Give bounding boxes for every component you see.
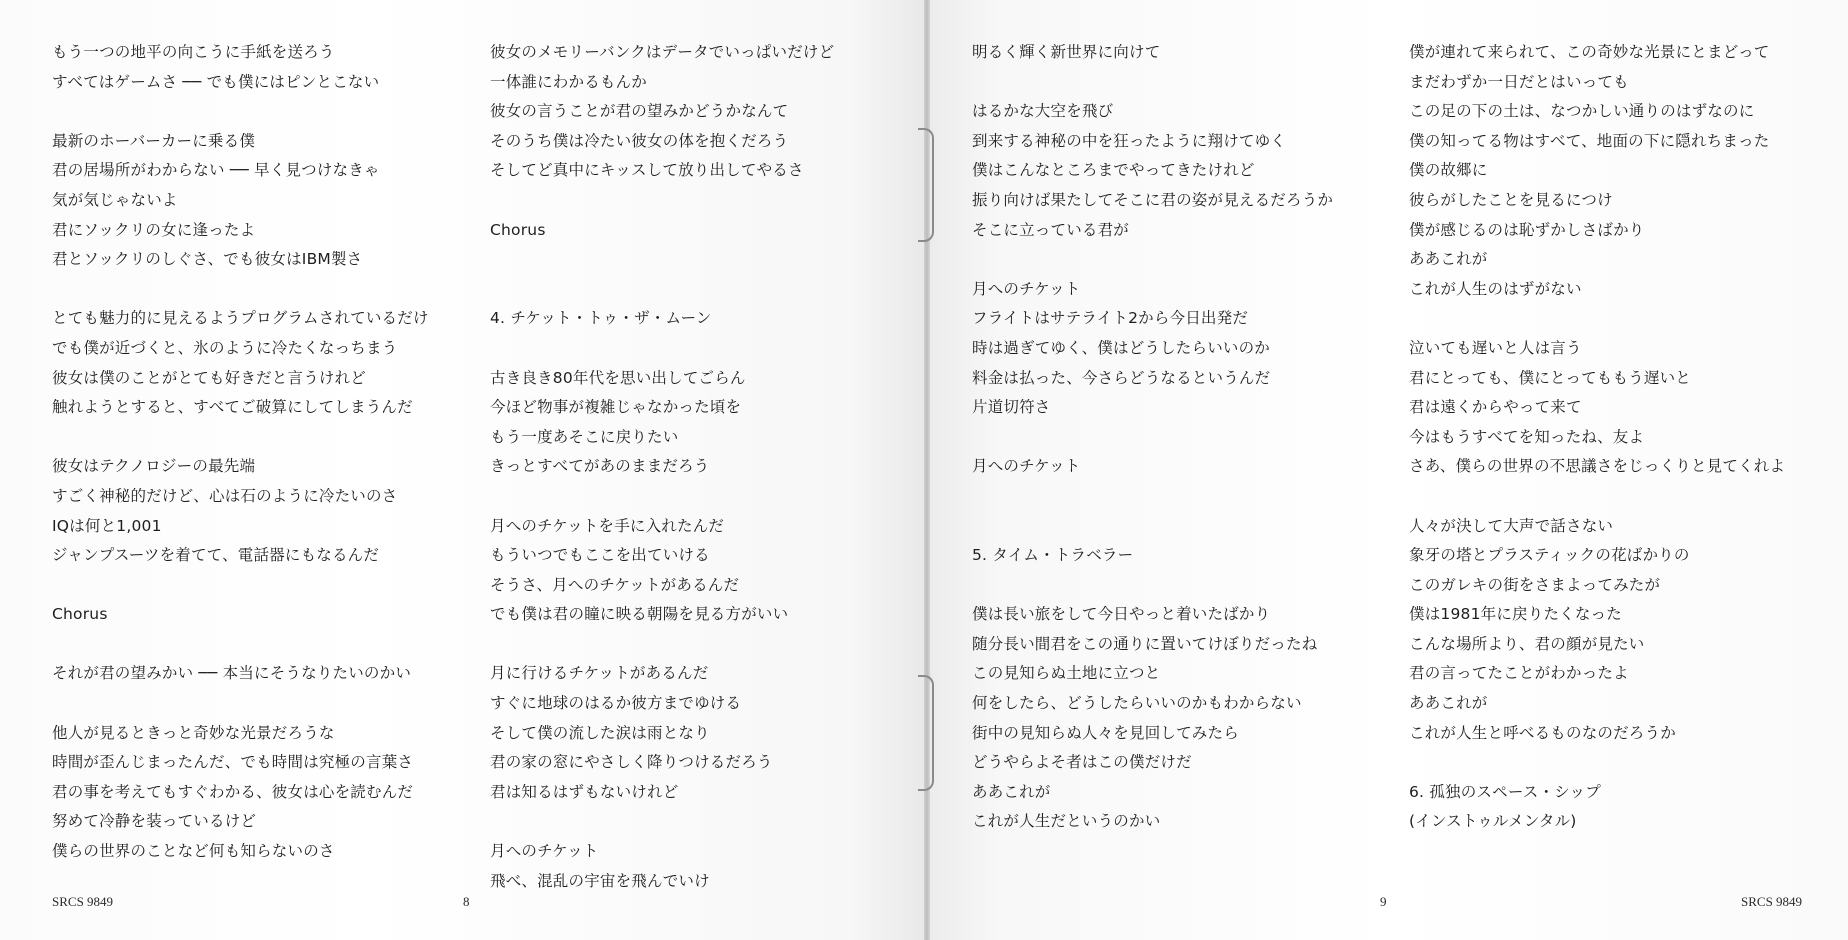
lyric-line: 月へのチケット bbox=[972, 457, 1081, 476]
lyric-line: もういつでもここを出ていける bbox=[490, 546, 710, 565]
lyric-line: 時間が歪んじまったんだ、でも時間は究極の言葉さ bbox=[52, 753, 414, 772]
lyric-line: (インストゥルメンタル) bbox=[1409, 812, 1577, 831]
lyric-line: 振り向けば果たしてそこに君の姿が見えるだろうか bbox=[972, 190, 1334, 209]
lyric-line: 努めて冷静を装っているけど bbox=[52, 812, 257, 831]
lyric-line: 泣いても遅いと人は言う bbox=[1409, 338, 1582, 357]
lyric-line: このガレキの街をさまよってみたが bbox=[1409, 575, 1661, 594]
lyric-line: 今はもうすべてを知ったね、友よ bbox=[1409, 427, 1645, 446]
lyric-line: 明るく輝く新世界に向けて bbox=[972, 43, 1161, 61]
lyric-line: 君にとっても、僕にとってももう遅いと bbox=[1409, 368, 1691, 387]
lyric-line: 僕はこんなところまでやってきたけれど bbox=[972, 161, 1255, 180]
lyric-line: Chorus bbox=[52, 605, 108, 624]
lyric-line: どうやらよそ者はこの僕だけだ bbox=[972, 753, 1192, 772]
lyric-line: 彼女のメモリーバンクはデータでいっぱいだけど bbox=[490, 43, 835, 61]
lyric-line: 僕が感じるのは恥ずかしさばかり bbox=[1409, 220, 1645, 239]
catalog-number-right: SRCS 9849 bbox=[1741, 894, 1803, 909]
lyric-line: そのうち僕は冷たい彼女の体を抱くだろう bbox=[490, 131, 789, 150]
lyric-line: 月へのチケットを手に入れたんだ bbox=[490, 516, 725, 535]
lyric-line: それが君の望みかい ── 本当にそうなりたいのかい bbox=[52, 664, 412, 683]
lyric-line: 飛べ、混乱の宇宙を飛んでいけ bbox=[490, 871, 710, 890]
lyric-line: すぐに地球のはるか彼方までゆける bbox=[490, 694, 742, 713]
lyrics-column-3 bbox=[972, 38, 1392, 837]
lyric-line: この見知らぬ土地に立つと bbox=[972, 664, 1161, 683]
lyric-line: 他人が見るときっと奇妙な光景だろうな bbox=[52, 723, 335, 742]
lyric-line: 最新のホーバーカーに乗る僕 bbox=[52, 131, 256, 150]
lyric-line: 彼女の言うことが君の望みかどうかなんて bbox=[490, 102, 789, 121]
lyrics-column-2 bbox=[490, 38, 910, 896]
lyric-line: そこに立っている君が bbox=[972, 220, 1130, 239]
lyric-line: ああこれが bbox=[1409, 250, 1488, 269]
lyric-line: 僕らの世界のことなど何も知らないのさ bbox=[52, 842, 335, 861]
lyric-line: でも僕は君の瞳に映る朝陽を見る方がいい bbox=[490, 605, 789, 624]
lyric-line: 僕の故郷に bbox=[1409, 161, 1488, 180]
lyric-line: ああこれが bbox=[972, 782, 1051, 801]
lyric-line: はるかな大空を飛び bbox=[972, 102, 1114, 121]
lyric-line: 古き良き80年代を思い出してごらん bbox=[490, 368, 746, 387]
lyric-line: 人々が決して大声で話さない bbox=[1409, 516, 1614, 535]
lyric-line: 随分長い間君をこの通りに置いてけぼりだったね bbox=[972, 634, 1318, 653]
lyric-line: フライトはサテライト2から今日出発だ bbox=[972, 309, 1249, 328]
page-number-right: 9 bbox=[1380, 894, 1387, 909]
lyric-line: 僕が連れて来られて、この奇妙な光景にとまどって bbox=[1409, 43, 1770, 61]
lyric-line: 街中の見知らぬ人々を見回してみたら bbox=[972, 723, 1239, 742]
lyric-line: 触れようとすると、すべてご破算にしてしまうんだ bbox=[52, 398, 413, 417]
lyric-line: 君とソックリのしぐさ、でも彼女はIBM製さ bbox=[52, 250, 363, 269]
lyric-line: 月へのチケット bbox=[490, 842, 599, 861]
lyric-line: そして僕の流した涙は雨となり bbox=[490, 723, 710, 742]
lyric-line: 彼らがしたことを見るにつけ bbox=[1409, 190, 1613, 209]
lyric-line: 僕の知ってる物はすべて、地面の下に隠れちまった bbox=[1409, 131, 1770, 150]
lyric-line: まだわずか一日だとはいっても bbox=[1409, 72, 1629, 91]
lyric-line: 君は知るはずもないけれど bbox=[490, 782, 679, 801]
lyric-line: 今ほど物事が複雑じゃなかった頃を bbox=[490, 398, 742, 417]
lyric-line: これが人生だというのかい bbox=[972, 812, 1161, 831]
lyric-line: 月に行けるチケットがあるんだ bbox=[490, 664, 709, 683]
lyric-line: そうさ、月へのチケットがあるんだ bbox=[490, 575, 740, 594]
lyric-line: 彼女は僕のことがとても好きだと言うけれど bbox=[52, 368, 367, 387]
lyric-line: 象牙の塔とプラスティックの花ばかりの bbox=[1409, 546, 1690, 565]
lyric-line: ジャンプスーツを着てて、電話器にもなるんだ bbox=[52, 546, 380, 565]
lyric-line: Chorus bbox=[490, 220, 546, 239]
lyric-line: きっとすべてがあのままだろう bbox=[490, 457, 710, 476]
lyric-line: 料金は払った、今さらどうなるというんだ bbox=[972, 368, 1271, 387]
lyric-line: この足の下の土は、なつかしい通りのはずなのに bbox=[1409, 102, 1755, 121]
lyric-line: さあ、僕らの世界の不思議さをじっくりと見てくれよ bbox=[1409, 457, 1786, 476]
lyric-line: すごく神秘的だけど、心は石のように冷たいのさ bbox=[52, 486, 398, 505]
lyric-line: 何をしたら、どうしたらいいのかもわからない bbox=[972, 694, 1302, 713]
lyric-line: 気が気じゃないよ bbox=[52, 190, 178, 209]
lyric-line: そしてど真中にキッスして放り出してやるさ bbox=[490, 161, 804, 180]
staple-bottom bbox=[918, 675, 934, 791]
lyric-line: 一体誰にわかるもんか bbox=[490, 72, 648, 91]
lyric-line: 彼女はテクノロジーの最先端 bbox=[52, 457, 256, 476]
lyric-line: 君の居場所がわからない ── 早く見つけなきゃ bbox=[52, 161, 380, 180]
staple-top bbox=[918, 128, 934, 242]
lyrics-column-4 bbox=[1409, 38, 1829, 837]
lyric-line: 僕は長い旅をして今日やっと着いたばかり bbox=[972, 605, 1271, 624]
lyric-line: ああこれが bbox=[1409, 694, 1488, 713]
lyric-line: もう一つの地平の向こうに手紙を送ろう bbox=[52, 43, 335, 61]
lyric-line: 僕は1981年に戻りたくなった bbox=[1409, 605, 1622, 624]
lyric-line: すべてはゲームさ ── でも僕にはピンとこない bbox=[52, 72, 380, 91]
lyric-line: 6. 孤独のスペース・シップ bbox=[1409, 782, 1601, 801]
lyric-line: こんな場所より、君の顔が見たい bbox=[1409, 634, 1645, 653]
lyric-line: でも僕が近づくと、氷のように冷たくなっちまう bbox=[52, 338, 398, 357]
lyric-line: 君は遠くからやって来て bbox=[1409, 398, 1582, 417]
lyric-line: IQは何と1,001 bbox=[52, 516, 162, 535]
lyric-line: 5. タイム・トラベラー bbox=[972, 546, 1134, 565]
lyric-line: これが人生のはずがない bbox=[1409, 279, 1582, 298]
lyric-line: もう一度あそこに戻りたい bbox=[490, 427, 679, 446]
catalog-number-left: SRCS 9849 bbox=[52, 894, 114, 909]
lyric-line: 4. チケット・トゥ・ザ・ムーン bbox=[490, 309, 712, 328]
lyric-line: 君の言ってたことがわかったよ bbox=[1409, 664, 1629, 683]
lyric-line: とても魅力的に見えるようプログラムされているだけ bbox=[52, 309, 429, 328]
lyrics-column-1 bbox=[52, 38, 472, 867]
lyric-line: 月へのチケット bbox=[972, 279, 1081, 298]
lyric-line: 到来する神秘の中を狂ったように翔けてゆく bbox=[972, 131, 1287, 150]
lyric-line: これが人生と呼べるものなのだろうか bbox=[1409, 723, 1676, 742]
lyric-line: 時は過ぎてゆく、僕はどうしたらいいのか bbox=[972, 338, 1270, 357]
lyric-line: 君の事を考えてもすぐわかる、彼女は心を読むんだ bbox=[52, 782, 414, 801]
lyric-line: 君にソックリの女に逢ったよ bbox=[52, 220, 256, 239]
lyric-line: 片道切符さ bbox=[972, 398, 1051, 417]
lyric-line: 君の家の窓にやさしく降りつけるだろう bbox=[490, 753, 773, 772]
page-number-left: 8 bbox=[463, 894, 470, 909]
